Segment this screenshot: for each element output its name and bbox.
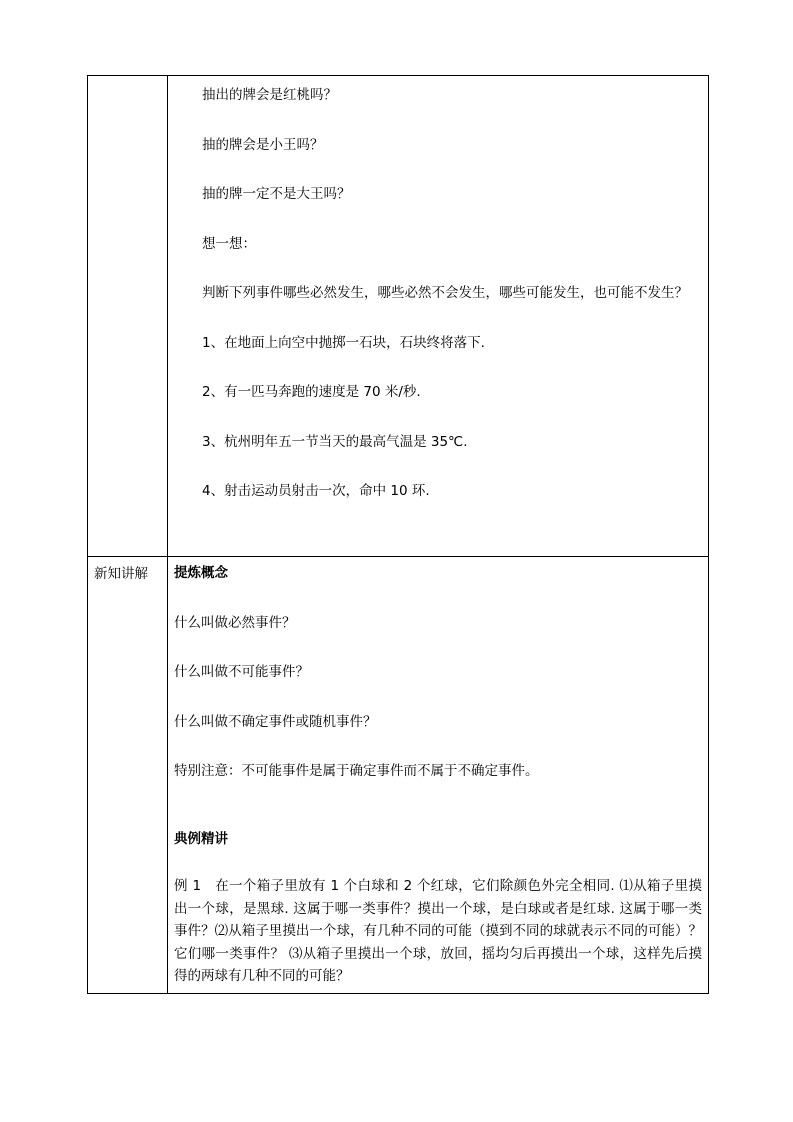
concept-question: 什么叫做不可能事件？ [174, 664, 309, 680]
row-content-cell [168, 76, 709, 557]
question-line: 抽的牌一定不是大王吗？ [202, 186, 351, 202]
section-heading: 典例精讲 [174, 831, 228, 847]
concept-question: 什么叫做不确定事件或随机事件？ [174, 713, 377, 730]
row-content-cell [168, 557, 709, 994]
row-label-cell-empty [88, 76, 168, 557]
row-label-cell [88, 557, 168, 994]
think-heading: 想一想： [202, 235, 256, 252]
event-item: 4、射击运动员射击一次，命中 10 环. [202, 483, 430, 499]
table-row [88, 557, 709, 994]
event-item: 2、有一匹马奔跑的速度是 70 米/秒. [202, 384, 421, 400]
concept-question: 什么叫做必然事件？ [174, 614, 296, 631]
event-item: 1、在地面上向空中抛掷一石块，石块终将落下. [202, 334, 485, 351]
special-note: 特别注意：不可能事件是属于确定事件而不属于不确定事件。 [174, 763, 539, 779]
event-item: 3、杭州明年五一节当天的最高气温是 35℃. [202, 433, 468, 450]
section-heading: 提炼概念 [174, 565, 228, 581]
question-line: 抽的牌会是小王吗？ [202, 136, 324, 153]
warmup-block [168, 76, 708, 500]
concept-block [168, 557, 708, 988]
section-label: 新知讲解 [94, 566, 148, 582]
table-row [88, 76, 709, 557]
question-line: 抽出的牌会是红桃吗？ [202, 87, 337, 103]
lesson-table [87, 75, 709, 994]
instruction-line: 判断下列事件哪些必然发生，哪些必然不会发生，哪些可能发生，也可能不发生？ [202, 285, 688, 301]
example-paragraph: 例 1 在一个箱子里放有 1 个白球和 2 个红球，它们除颜色外完全相同. ⑴从箱子里摸出一个球，是黑球. 这属于哪一类事件？摸出一个球，是白球或者是红球. 这属于哪一类事件？⑵从箱子里摸出一个球，有几种不同的可能（摸到不同的球就表示不同的可能）？它们哪一类事件？ ⑶从箱子里摸出一个球，放回，摇均匀后再摸出一个球，这样先后摸得的两球有几种不同的可能？ [174, 878, 702, 984]
